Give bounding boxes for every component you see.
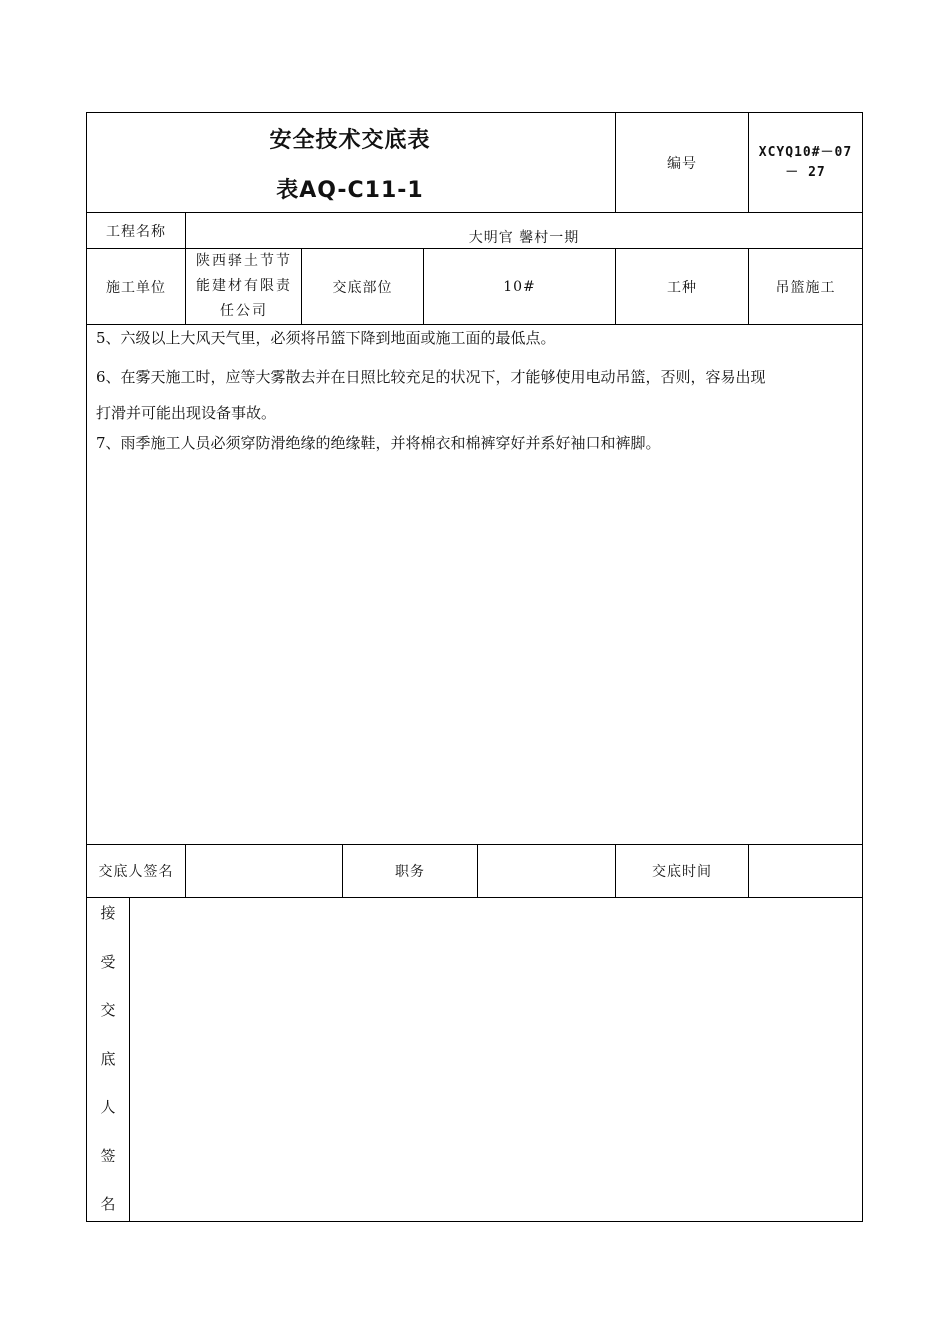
receiver-sign-label [88,898,128,1220]
content-line: 5、六级以上大风天气里，必须将吊篮下降到地面或施工面的最低点。 [96,329,556,347]
number-value-line2: － 27 [785,164,826,180]
number-label: 编号 [667,155,697,172]
part-value: 10# [503,278,536,295]
position-label: 职务 [395,864,425,880]
col-divider [185,248,186,324]
receiver-label-char: 签 [100,1146,116,1165]
receiver-label-char: 人 [100,1098,116,1116]
time-field[interactable] [749,845,862,897]
form-title: 安全技术交底表 [269,127,431,153]
project-label: 工程名称 [106,223,166,240]
content-line: 6、在雾天施工时，应等大雾散去并在日照比较充足的状况下，才能够使用电动吊篮，否则，容易出现 [96,368,766,386]
unit-label: 施工单位 [106,279,166,296]
receiver-label-char: 名 [100,1195,116,1213]
number-value [749,113,862,212]
content-line: 打滑并可能出现设备事故。 [96,404,277,422]
time-label: 交底时间 [652,864,712,880]
receiver-label-char: 底 [100,1049,116,1068]
row-divider [86,324,863,325]
project-value: 大明官 馨村一期 [468,229,580,246]
form-code: 表AQ-C11-1 [276,177,424,203]
receiver-signature-area[interactable] [130,898,862,1221]
receiver-label-char: 接 [100,904,116,922]
receiver-label-char: 受 [100,952,116,971]
receiver-label-char: 交 [100,1001,116,1019]
content-line: 7、雨季施工人员必须穿防滑绝缘的绝缘鞋，并将棉衣和棉裤穿好并系好袖口和裤脚。 [96,434,661,452]
disclosure-content [96,328,858,458]
unit-value: 陕西驿土节节能建材有限责任公司 [196,253,292,319]
number-value-line1: XCYQ10#－07 [758,144,853,160]
signer-field[interactable] [186,845,342,897]
row-divider [86,212,863,213]
trade-value: 吊篮施工 [775,279,836,296]
trade-label: 工种 [667,279,697,296]
position-field[interactable] [478,845,615,897]
part-label: 交底部位 [332,279,393,296]
signer-label: 交底人签名 [98,864,174,880]
